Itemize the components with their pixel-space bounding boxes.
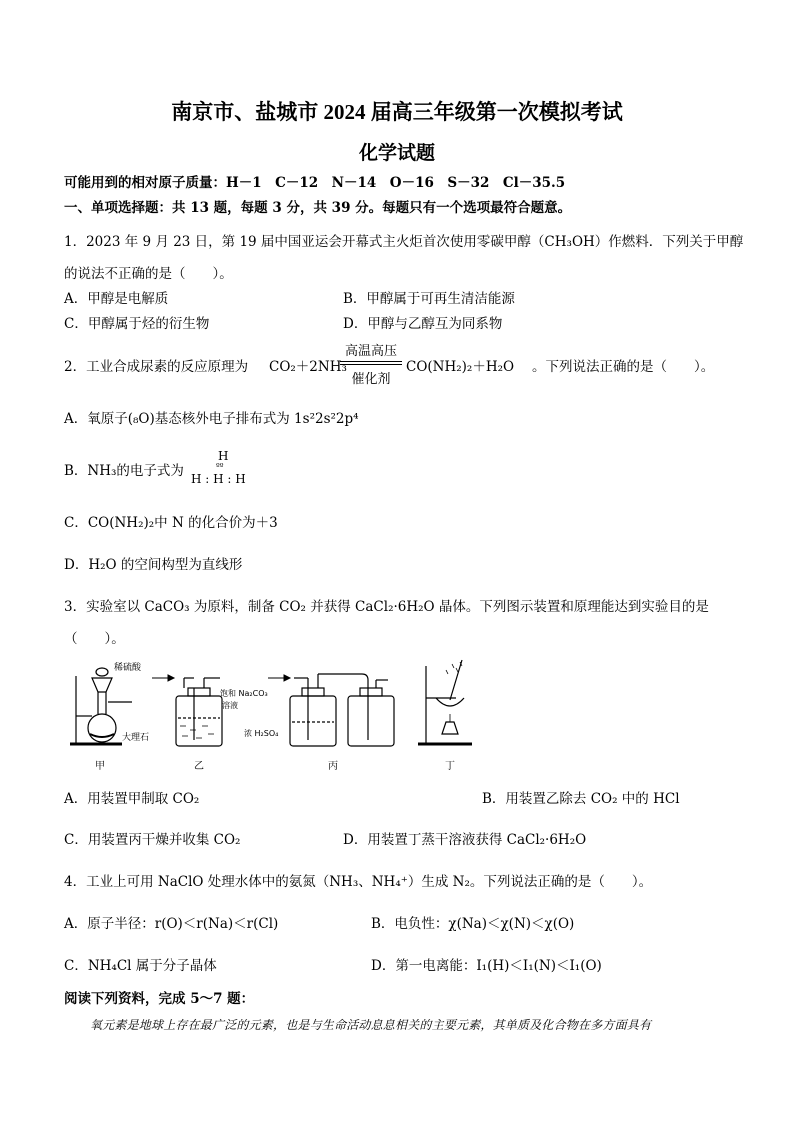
q2-option-c: C．CO(NH₂)₂中 N 的化合价为＋3 <box>64 515 278 531</box>
q2-stem-post: 。下列说法正确的是（ ）。 <box>532 359 715 375</box>
apparatus-figure <box>62 656 482 776</box>
q3-option-d: D．用装置丁蒸干溶液获得 CaCl₂·6H₂O <box>343 832 587 848</box>
q1-option-a: A．甲醇是电解质 <box>64 291 169 307</box>
q2-stem-pre: 2．工业合成尿素的反应原理为 <box>64 359 249 375</box>
q2-arrow-line <box>340 361 402 362</box>
q2-option-b: B．NH₃的电子式为 <box>64 463 184 479</box>
label-yi: 乙 <box>194 761 204 772</box>
section-heading: 一、单项选择题：共 13 题，每题 3 分，共 39 分。每题只有一个选项最符合题意。 <box>64 200 572 216</box>
atomic-masses: 可能用到的相对原子质量：H－1 C－12 N－14 O－16 S－32 Cl－35.5 <box>64 175 566 191</box>
q2-condition-top: 高温高压 <box>344 344 397 359</box>
q3-option-b: B．用装置乙除去 CO₂ 中的 HCl <box>482 791 680 807</box>
label-solution: 溶液 <box>222 701 238 710</box>
q3-option-a: A．用装置甲制取 CO₂ <box>64 791 200 807</box>
q1-option-d: D．甲醇与乙醇互为同系物 <box>343 316 503 332</box>
q3-option-c: C．用装置丙干燥并收集 CO₂ <box>64 832 241 848</box>
q2-option-a: A．氧原子(₈O)基态核外电子排布式为 1s²2s²2p⁴ <box>64 411 359 427</box>
q1-option-c: C．甲醇属于烃的衍生物 <box>64 316 210 332</box>
nh3-electron-formula: H : H : H <box>191 472 246 486</box>
nh3-lone-pair: ºº <box>216 462 224 471</box>
q2-products: CO(NH₂)₂＋H₂O <box>406 359 515 375</box>
label-saturated: 饱和 Na₂CO₃ <box>220 689 268 698</box>
apparatus-bing <box>290 674 394 746</box>
label-bing: 丙 <box>328 761 338 772</box>
label-ding: 丁 <box>445 761 455 772</box>
q3-stem-line1: 3．实验室以 CaCO₃ 为原料，制备 CO₂ 并获得 CaCl₂·6H₂O 晶体。下列图示装置和原理能达到实验目的是 <box>64 599 709 615</box>
q2-option-d: D．H₂O 的空间构型为直线形 <box>64 557 243 573</box>
q4-option-c: C．NH₄Cl 属于分子晶体 <box>64 958 217 974</box>
label-acid: 稀硫酸 <box>114 663 142 673</box>
q3-stem-line2: （ ）。 <box>64 631 125 647</box>
reading-passage: 氧元素是地球上存在最广泛的元素，也是与生命活动息息相关的主要元素，其单质及化合物在多方面具有 <box>90 1018 652 1032</box>
label-jia: 甲 <box>95 761 105 772</box>
reading-heading: 阅读下列资料，完成 5～7 题： <box>64 991 255 1007</box>
q2-reactants: CO₂＋2NH₃ <box>269 359 347 375</box>
q1-option-b: B．甲醇属于可再生清洁能源 <box>343 291 515 307</box>
q2-condition-bottom: 催化剂 <box>351 372 391 387</box>
q4-option-b: B．电负性：χ(Na)＜χ(N)＜χ(O) <box>371 916 575 932</box>
label-marble: 大理石 <box>122 733 150 743</box>
q1-stem-line2: 的说法不正确的是（ ）。 <box>64 266 233 282</box>
apparatus-yi <box>176 678 222 746</box>
q4-stem: 4．工业上可用 NaClO 处理水体中的氨氮（NH₃、NH₄⁺）生成 N₂。下列说法正确的是（ ）。 <box>64 874 653 890</box>
flow-arrow <box>152 675 174 681</box>
page-title: 南京市、盐城市 2024 届高三年级第一次模拟考试 <box>171 100 623 124</box>
q4-option-d: D．第一电离能：I₁(H)＜I₁(N)＜I₁(O) <box>371 958 602 974</box>
apparatus-ding <box>418 660 472 744</box>
flow-arrow-2 <box>268 675 290 681</box>
label-conc-acid: 浓 H₂SO₄ <box>244 729 279 738</box>
page-subtitle: 化学试题 <box>358 143 435 164</box>
q1-stem-line1: 1．2023 年 9 月 23 日，第 19 届中国亚运会开幕式主火炬首次使用零碳甲醇（CH₃OH）作燃料．下列关于甲醇 <box>64 234 744 250</box>
q2-arrow-line-2 <box>340 364 402 365</box>
q4-option-a: A．原子半径：r(O)＜r(Na)＜r(Cl) <box>64 916 279 932</box>
nh3-top-h: H <box>218 449 229 463</box>
